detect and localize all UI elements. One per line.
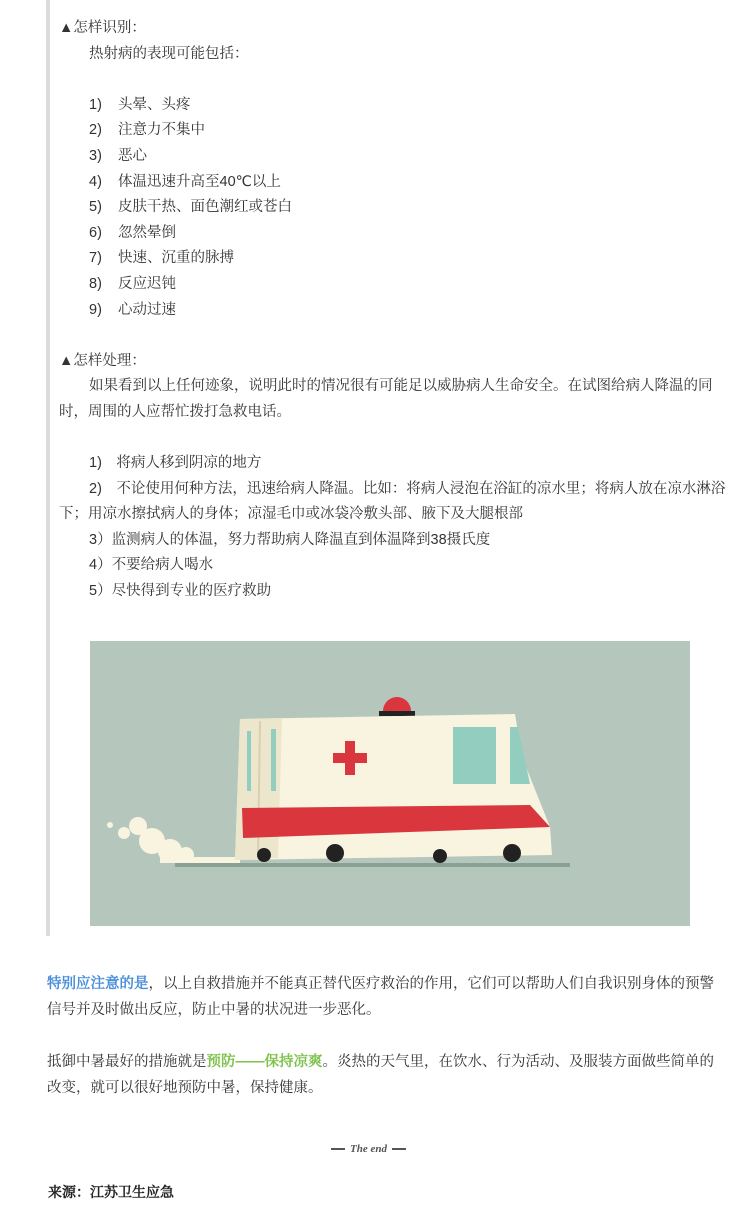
- treatment-item: 5）尽快得到专业的医疗救助: [89, 583, 272, 600]
- symptom-item: [59, 272, 727, 298]
- symptom-number: 9): [89, 301, 102, 318]
- identify-heading: ▲怎样识别：: [59, 20, 146, 36]
- handle-intro: 如果看到以上任何迹象，说明此时的情况很有可能足以威胁病人生命安全。在试图给病人降温的同时，周围的人应帮忙拨打急救电话。: [59, 378, 713, 420]
- treatment-item: 4）不要给病人喝水: [89, 557, 214, 574]
- symptom-number: 1): [89, 96, 102, 113]
- notice-paragraph: [47, 971, 723, 1023]
- ambulance-illustration: [90, 641, 690, 926]
- notice-text: ，以上自救措施并不能真正替代医疗救治的作用，它们可以帮助人们自我识别身体的预警信号并及时做出反应，防止中暑的状况进一步恶化。: [47, 976, 714, 1018]
- symptom-text: 头晕、头疼: [118, 96, 191, 113]
- treatment-item: 3）监测病人的体温，努力帮助病人降温直到体温降到38摄氏度: [89, 531, 491, 548]
- prevention-prefix: 抵御中暑最好的措施就是: [47, 1054, 207, 1070]
- symptom-number: 3): [89, 147, 102, 164]
- symptom-item: [59, 170, 727, 196]
- symptom-number: 4): [89, 173, 102, 190]
- symptom-item: [59, 298, 727, 324]
- symptom-list: [59, 93, 727, 323]
- identify-intro: 热射病的表现可能包括：: [89, 45, 249, 62]
- blockquote: [59, 16, 727, 605]
- handle-heading: ▲怎样处理：: [59, 352, 146, 369]
- notice-highlight: 特别应注意的是: [47, 976, 149, 992]
- the-end-text: The end: [350, 1143, 387, 1155]
- treatment-list: [59, 451, 727, 605]
- the-end-divider: [0, 1143, 737, 1155]
- symptom-number: 2): [89, 122, 102, 139]
- symptom-text: 恶心: [118, 147, 147, 164]
- symptom-text: 忽然晕倒: [118, 224, 176, 241]
- prevention-paragraph: [47, 1049, 723, 1101]
- symptom-item: [59, 195, 727, 221]
- blockquote-bar: [46, 0, 50, 936]
- symptom-text: 体温迅速升高至40℃以上: [118, 173, 281, 190]
- symptom-number: 7): [89, 250, 102, 267]
- symptom-text: 快速、沉重的脉搏: [118, 250, 234, 267]
- dash-left: [331, 1148, 345, 1150]
- symptom-item: [59, 144, 727, 170]
- symptom-text: 心动过速: [118, 301, 176, 318]
- symptom-number: 8): [89, 275, 102, 292]
- symptom-number: 5): [89, 199, 102, 216]
- symptom-item: [59, 246, 727, 272]
- prevention-suffix: 。炎热的天气里，在饮水、行为活动、及服装方面做些简单的改变，就可以很好地预防中暑，保持健康。: [47, 1054, 714, 1096]
- treatment-item: 1) 将病人移到阴凉的地方: [89, 455, 262, 472]
- symptom-number: 6): [89, 224, 102, 241]
- prevention-highlight: 预防——保持凉爽: [206, 1054, 323, 1070]
- symptom-item: [59, 118, 727, 144]
- symptom-text: 反应迟钝: [118, 275, 176, 292]
- dash-right: [392, 1148, 406, 1150]
- treatment-item: 2) 不论使用何种方法，迅速给病人降温。比如：将病人浸泡在浴缸的凉水里；将病人放在凉水淋浴下；用凉水擦拭病人的身体；凉湿毛巾或冰袋冷敷头部、腋下及大腿根部: [59, 480, 726, 523]
- symptom-item: [59, 221, 727, 247]
- symptom-text: 皮肤干热、面色潮红或苍白: [118, 199, 292, 216]
- symptom-item: [59, 93, 727, 119]
- source-credit: 来源：江苏卫生应急: [48, 1184, 174, 1200]
- symptom-text: 注意力不集中: [118, 122, 205, 139]
